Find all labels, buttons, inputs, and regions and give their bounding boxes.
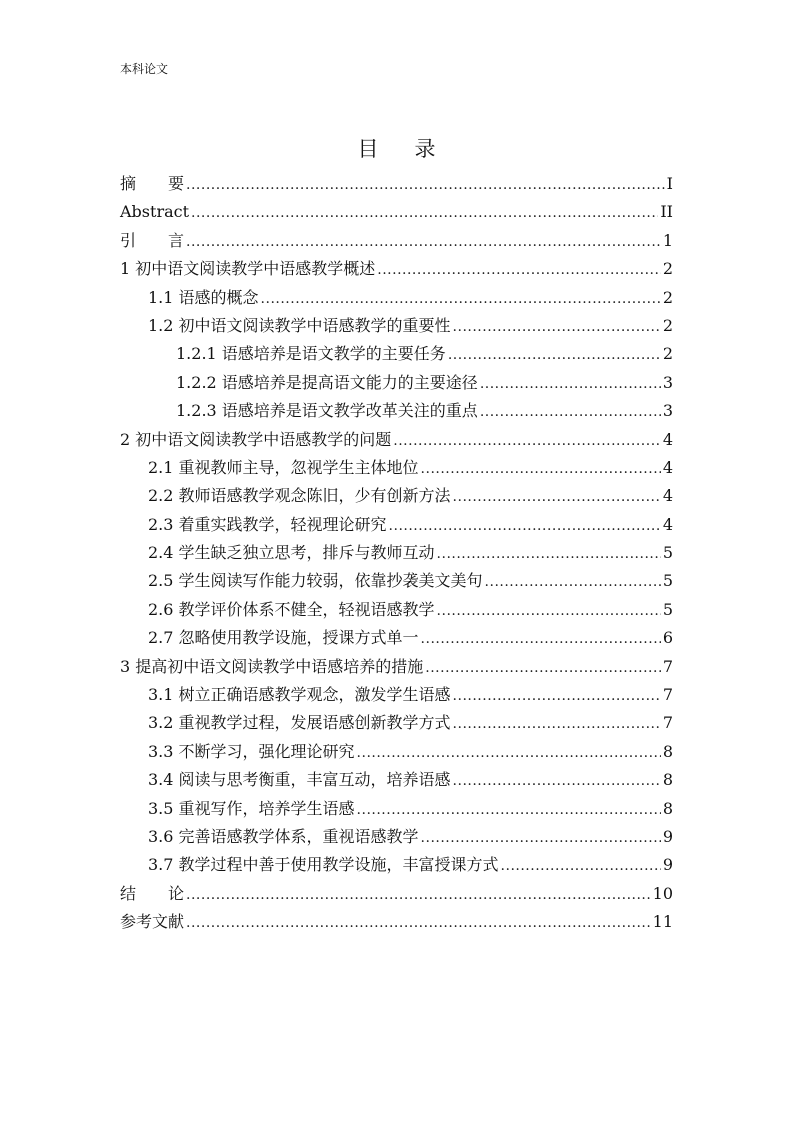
toc-leader-dots [448, 341, 661, 369]
toc-entry[interactable] [120, 426, 673, 454]
toc-entry-label: 结 论 [120, 883, 185, 903]
toc-entry[interactable] [120, 596, 673, 624]
toc-leader-dots [480, 370, 661, 398]
toc-entry-page: 5 [662, 599, 673, 619]
toc-entry-label: 摘 要 [120, 174, 185, 193]
toc-entry[interactable] [120, 227, 673, 255]
toc-entry[interactable] [120, 482, 673, 510]
toc-entry-page: 5 [662, 571, 673, 591]
toc-leader-dots [453, 767, 661, 795]
toc-entry-label: Abstract [120, 202, 190, 222]
toc-entry[interactable] [120, 851, 673, 879]
toc-entry-label: 3.3 不断学习，强化理论研究 [148, 741, 355, 761]
toc-entry-label: 引 言 [120, 230, 185, 250]
toc-entry-label: 3 提高初中语文阅读教学中语感培养的措施 [120, 656, 424, 676]
toc-entry-label: 参考文献 [120, 912, 185, 932]
toc-leader-dots [453, 313, 661, 341]
toc-leader-dots [421, 455, 661, 483]
toc-entry-label: 3.5 重视写作，培养学生语感 [148, 798, 355, 818]
toc-leader-dots [186, 881, 651, 909]
toc-entry[interactable] [120, 255, 673, 283]
toc-entry[interactable] [120, 766, 673, 794]
header-divider [120, 82, 673, 83]
toc-leader-dots [393, 427, 661, 455]
toc-leader-dots [437, 597, 661, 625]
toc-entry-label: 2.7 忽略使用教学设施，授课方式单一 [148, 628, 419, 648]
toc-entry-page: 7 [662, 656, 673, 676]
toc-entry-label: 1.2.1 语感培养是语文教学的主要任务 [176, 344, 446, 364]
toc-leader-dots [485, 568, 661, 596]
toc-leader-dots [425, 654, 661, 682]
toc-entry[interactable] [120, 795, 673, 823]
toc-entry-page: II [660, 202, 673, 222]
toc-entry-page: 2 [662, 315, 673, 335]
toc-entry-label: 2.4 学生缺乏独立思考，排斥与教师互动 [148, 543, 435, 563]
toc-leader-dots [453, 682, 661, 710]
toc-entry-page: 8 [662, 741, 673, 761]
toc-entry-label: 2.3 着重实践教学，轻视理论研究 [148, 514, 387, 534]
toc-title-char-2: 录 [414, 137, 436, 161]
toc-leader-dots [453, 710, 661, 738]
toc-entry-label: 3.7 教学过程中善于使用教学设施，丰富授课方式 [148, 855, 499, 875]
toc-entry[interactable] [120, 369, 673, 397]
toc-leader-dots [501, 852, 661, 880]
toc-leader-dots [186, 909, 651, 937]
toc-leader-dots [357, 796, 661, 824]
toc-entry-label: 3.1 树立正确语感教学观念，激发学生语感 [148, 685, 451, 705]
toc-entry-page: 7 [662, 713, 673, 733]
toc-leader-dots [191, 199, 658, 227]
toc-leader-dots [421, 625, 661, 653]
toc-entry-page: 5 [662, 543, 673, 563]
toc-entry[interactable] [120, 312, 673, 340]
toc-entry[interactable] [120, 397, 673, 425]
toc-entry[interactable] [120, 567, 673, 595]
toc-title-char-1: 目 [357, 137, 379, 161]
toc-entry-page: I [666, 174, 673, 193]
toc-leader-dots [421, 824, 661, 852]
toc-entry[interactable] [120, 880, 673, 908]
toc-entry-page: 1 [662, 230, 673, 250]
toc-entry-label: 1.2 初中语文阅读教学中语感教学的重要性 [148, 315, 451, 335]
toc-entry-page: 9 [662, 855, 673, 875]
toc-entry[interactable] [120, 738, 673, 766]
toc-entry[interactable] [120, 624, 673, 652]
toc-entry-label: 2.6 教学评价体系不健全，轻视语感教学 [148, 599, 435, 619]
toc-entry-page: 4 [662, 429, 673, 449]
toc-entry-page: 7 [662, 685, 673, 705]
toc-leader-dots [186, 171, 665, 199]
toc-entry-page: 9 [662, 826, 673, 846]
toc-entry-page: 4 [662, 514, 673, 534]
toc-entry[interactable] [120, 284, 673, 312]
table-of-contents [120, 170, 673, 937]
toc-leader-dots [480, 398, 661, 426]
toc-entry[interactable] [120, 823, 673, 851]
toc-entry[interactable] [120, 454, 673, 482]
toc-entry-label: 3.2 重视教学过程，发展语感创新教学方式 [148, 713, 451, 733]
toc-title [0, 136, 793, 162]
toc-entry[interactable] [120, 681, 673, 709]
toc-entry-page: 3 [662, 372, 673, 392]
toc-entry-label: 1.1 语感的概念 [148, 287, 259, 307]
toc-entry-page: 10 [652, 883, 673, 903]
toc-entry-label: 2.1 重视教师主导，忽视学生主体地位 [148, 457, 419, 477]
toc-entry-label: 1 初中语文阅读教学中语感教学概述 [120, 259, 376, 279]
toc-entry-label: 3.4 阅读与思考衡重，丰富互动，培养语感 [148, 770, 451, 790]
toc-leader-dots [357, 739, 661, 767]
toc-entry-page: 4 [662, 457, 673, 477]
toc-leader-dots [377, 256, 661, 284]
toc-entry-page: 4 [662, 486, 673, 506]
toc-entry[interactable] [120, 908, 673, 936]
toc-entry-page: 2 [662, 259, 673, 279]
toc-entry[interactable] [120, 170, 673, 198]
toc-leader-dots [437, 540, 661, 568]
toc-entry[interactable] [120, 653, 673, 681]
toc-entry-page: 8 [662, 798, 673, 818]
toc-entry-label: 2 初中语文阅读教学中语感教学的问题 [120, 429, 392, 449]
toc-entry-label: 2.5 学生阅读写作能力较弱，依靠抄袭美文美句 [148, 571, 483, 591]
toc-leader-dots [186, 228, 661, 256]
toc-entry-page: 6 [662, 628, 673, 648]
toc-entry[interactable] [120, 198, 673, 226]
toc-entry[interactable] [120, 539, 673, 567]
toc-entry-page: 8 [662, 770, 673, 790]
toc-entry-page: 2 [662, 287, 673, 307]
toc-entry-label: 1.2.2 语感培养是提高语文能力的主要途径 [176, 372, 478, 392]
toc-entry[interactable] [120, 511, 673, 539]
running-header: 本科论文 [120, 62, 169, 76]
toc-entry-page: 11 [652, 912, 673, 932]
toc-entry[interactable] [120, 340, 673, 368]
toc-entry-label: 1.2.3 语感培养是语文教学改革关注的重点 [176, 401, 478, 421]
toc-entry-label: 3.6 完善语感教学体系，重视语感教学 [148, 826, 419, 846]
toc-entry-page: 3 [662, 401, 673, 421]
toc-leader-dots [261, 285, 661, 313]
toc-entry-label: 2.2 教师语感教学观念陈旧，少有创新方法 [148, 486, 451, 506]
toc-entry-page: 2 [662, 344, 673, 364]
toc-leader-dots [453, 483, 661, 511]
toc-entry[interactable] [120, 709, 673, 737]
toc-leader-dots [389, 512, 661, 540]
